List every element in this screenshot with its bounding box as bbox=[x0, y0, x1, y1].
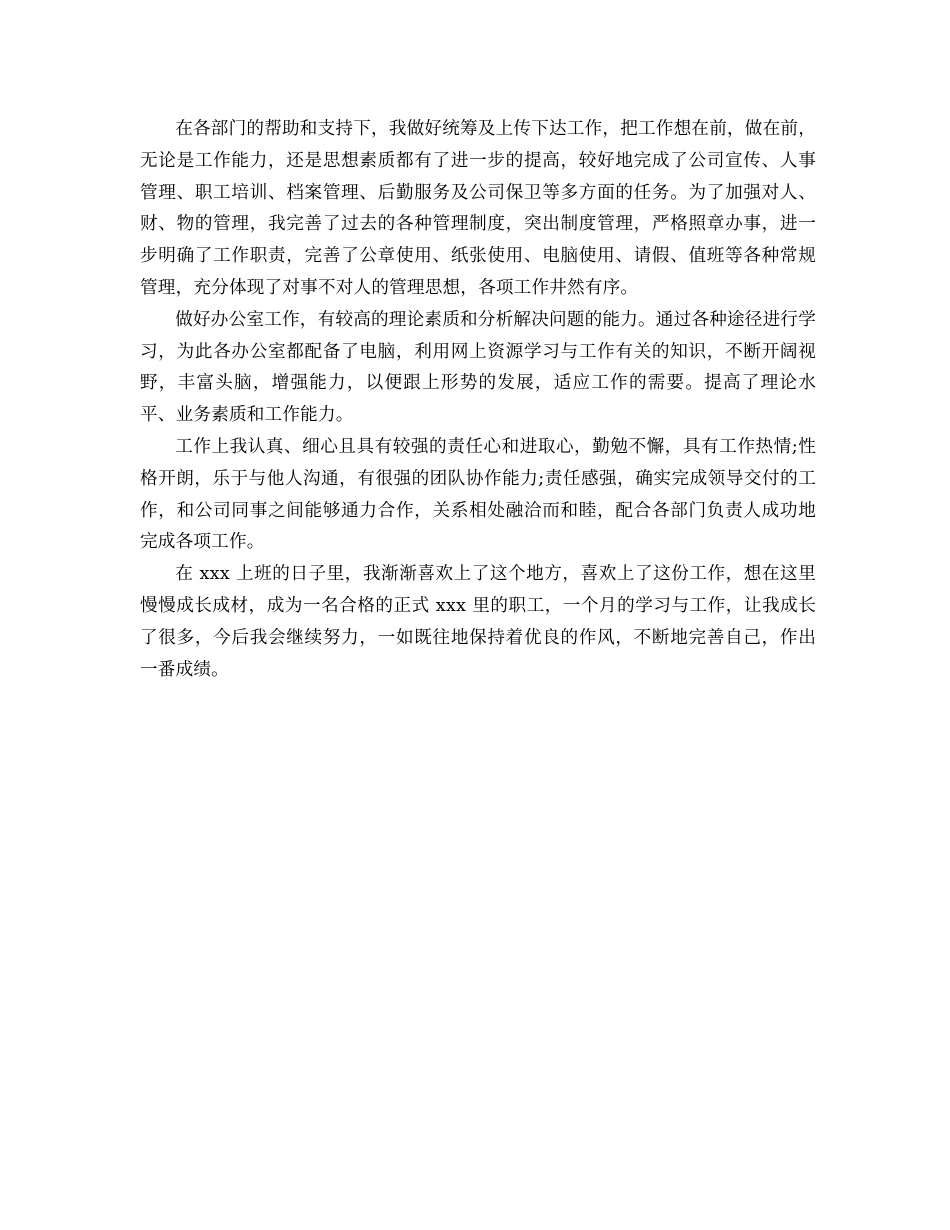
paragraph-1: 在各部门的帮助和支持下，我做好统筹及上传下达工作，把工作想在前，做在前，无论是工作能力，还是思想素质都有了进一步的提高，较好地完成了公司宣传、人事管理、职工培训、档案管理、后勤服务及公司保卫等多方面的任务。为了加强对人、财、物的管理，我完善了过去的各种管理制度，突出制度管理，严格照章办事，进一步明确了工作职责，完善了公章使用、纸张使用、电脑使用、请假、值班等各种常规管理，充分体现了对事不对人的管理思想，各项工作井然有序。 bbox=[140, 119, 816, 298]
document-body bbox=[140, 114, 816, 686]
paragraph-2: 做好办公室工作，有较高的理论素质和分析解决问题的能力。通过各种途径进行学习，为此各办公室都配备了电脑，利用网上资源学习与工作有关的知识，不断开阔视野，丰富头脑，增强能力，以便跟上形势的发展，适应工作的需要。提高了理论水平、业务素质和工作能力。 bbox=[140, 309, 816, 426]
paragraph-3: 工作上我认真、细心且具有较强的责任心和进取心，勤勉不懈，具有工作热情;性格开朗，乐于与他人沟通，有很强的团队协作能力;责任感强，确实完成领导交付的工作，和公司同事之间能够通力合作，关系相处融洽而和睦，配合各部门负责人成功地完成各项工作。 bbox=[140, 436, 816, 553]
paragraph-4: 在 xxx 上班的日子里，我渐渐喜欢上了这个地方，喜欢上了这份工作，想在这里慢慢成长成材，成为一名合格的正式 xxx 里的职工，一个月的学习与工作，让我成长了很多，今后我会继续努力，一如既往地保持着优良的作风，不断地完善自己，作出一番成绩。 bbox=[140, 564, 816, 680]
